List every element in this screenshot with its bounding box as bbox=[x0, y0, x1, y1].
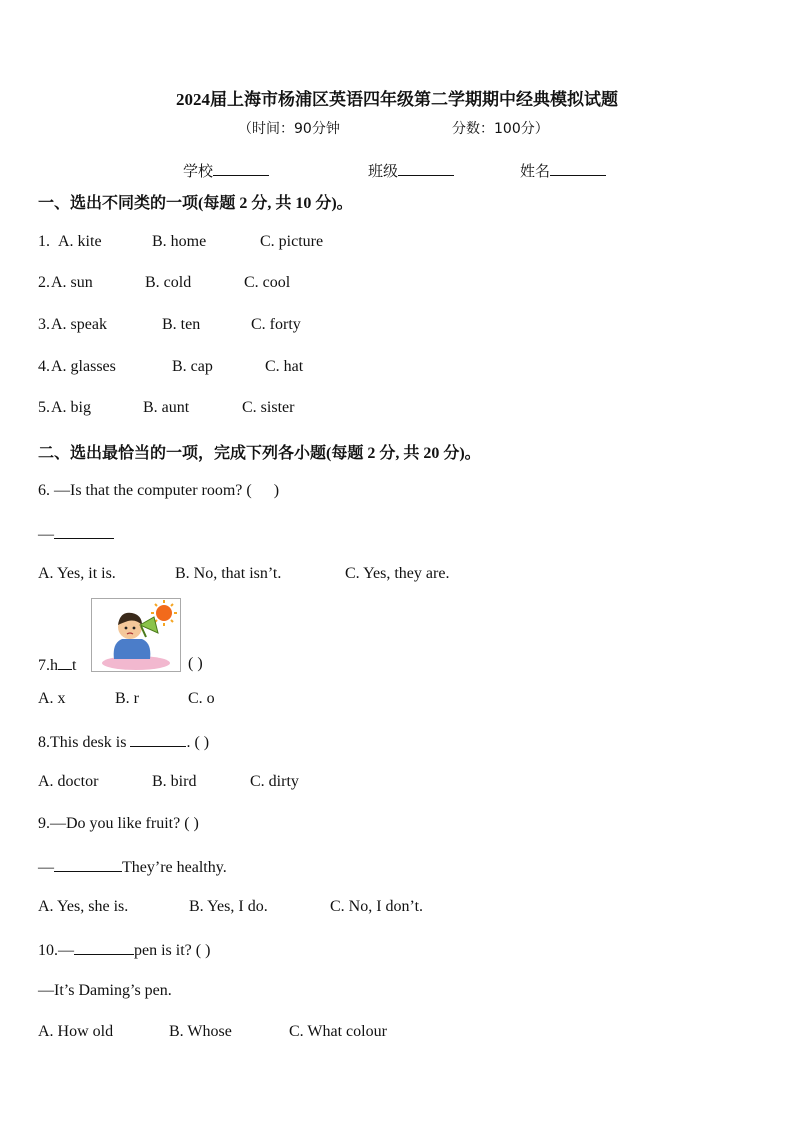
option-a[interactable]: A. big bbox=[51, 399, 91, 416]
school-blank[interactable] bbox=[213, 161, 269, 176]
class-field[interactable] bbox=[368, 160, 454, 181]
option-b[interactable]: B. r bbox=[115, 690, 139, 707]
question-6 bbox=[38, 482, 279, 500]
option-c[interactable]: C. No, I don’t. bbox=[330, 898, 424, 915]
class-blank[interactable] bbox=[398, 161, 454, 176]
question-4 bbox=[38, 358, 304, 376]
option-a[interactable]: A. doctor bbox=[38, 773, 99, 790]
question-stem-prefix: 8.This desk is bbox=[38, 734, 131, 751]
question-number: 3. bbox=[38, 316, 50, 333]
option-c[interactable]: C. forty bbox=[251, 316, 301, 333]
letter-blank[interactable] bbox=[58, 655, 72, 670]
question-stem-prefix: 7.h bbox=[38, 657, 58, 674]
question-stem-prefix: 10.— bbox=[38, 942, 74, 959]
option-c[interactable]: C. picture bbox=[260, 233, 324, 250]
option-b[interactable]: B. cold bbox=[145, 274, 192, 291]
option-a[interactable]: A. glasses bbox=[51, 358, 116, 375]
answer-blank[interactable] bbox=[74, 940, 134, 955]
option-a[interactable]: A. How old bbox=[38, 1023, 114, 1040]
question-6-reply bbox=[38, 524, 114, 544]
reply-tail: They’re healthy. bbox=[122, 859, 227, 876]
answer-blank[interactable] bbox=[54, 857, 122, 872]
question-stem-suffix: t bbox=[72, 657, 77, 674]
boy-fanning-sun-icon bbox=[92, 599, 180, 671]
option-b[interactable]: B. Yes, I do. bbox=[189, 898, 268, 915]
dash: — bbox=[38, 859, 54, 876]
question-number: 2. bbox=[38, 274, 50, 291]
question-9: 9.—Do you like fruit? ( ) bbox=[38, 815, 199, 832]
school-field[interactable] bbox=[183, 160, 269, 181]
option-a[interactable]: A. kite bbox=[58, 233, 102, 250]
option-b[interactable]: B. No, that isn’t. bbox=[175, 565, 282, 582]
question-8 bbox=[38, 732, 209, 752]
option-c[interactable]: C. dirty bbox=[250, 773, 299, 790]
section-1-heading: 一、选出不同类的一项(每题 2 分, 共 10 分)。 bbox=[38, 195, 353, 212]
option-b[interactable]: B. ten bbox=[162, 316, 201, 333]
question-number: 5. bbox=[38, 399, 50, 416]
question-2 bbox=[38, 274, 291, 292]
option-c[interactable]: C. What colour bbox=[289, 1023, 387, 1040]
option-a[interactable]: A. Yes, she is. bbox=[38, 898, 129, 915]
question-9-reply bbox=[38, 857, 227, 877]
question-stem-suffix: pen is it? ( ) bbox=[134, 942, 211, 959]
question-5 bbox=[38, 399, 295, 417]
question-7 bbox=[38, 655, 76, 675]
option-c[interactable]: C. sister bbox=[242, 399, 295, 416]
section-2-heading: 二、选出最恰当的一项，完成下列各小题(每题 2 分, 共 20 分)。 bbox=[38, 445, 481, 462]
option-a[interactable]: A. Yes, it is. bbox=[38, 565, 116, 582]
exam-time: （时间：90分钟 bbox=[238, 121, 340, 137]
option-c[interactable]: C. Yes, they are. bbox=[345, 565, 450, 582]
name-blank[interactable] bbox=[550, 161, 606, 176]
class-label: 班级 bbox=[368, 164, 399, 180]
option-b[interactable]: B. cap bbox=[172, 358, 213, 375]
question-3 bbox=[38, 316, 301, 334]
option-c[interactable]: C. cool bbox=[244, 274, 291, 291]
question-1 bbox=[38, 233, 324, 251]
name-field[interactable] bbox=[520, 160, 606, 181]
answer-blank[interactable] bbox=[130, 732, 186, 747]
hot-boy-illustration bbox=[91, 598, 181, 672]
question-stem: 6. —Is that the computer room? ( bbox=[38, 482, 252, 499]
question-number: 4. bbox=[38, 358, 50, 375]
option-b[interactable]: B. Whose bbox=[169, 1023, 232, 1040]
option-b[interactable]: B. home bbox=[152, 233, 207, 250]
option-c[interactable]: C. hat bbox=[265, 358, 304, 375]
option-a[interactable]: A. speak bbox=[51, 316, 107, 333]
option-b[interactable]: B. aunt bbox=[143, 399, 190, 416]
question-stem-suffix: . ( ) bbox=[186, 734, 210, 751]
dash: — bbox=[38, 526, 54, 543]
question-10 bbox=[38, 940, 210, 960]
school-label: 学校 bbox=[183, 164, 214, 180]
option-b[interactable]: B. bird bbox=[152, 773, 197, 790]
option-a[interactable]: A. sun bbox=[51, 274, 93, 291]
paren-close: ) bbox=[273, 482, 280, 499]
answer-blank[interactable] bbox=[54, 524, 114, 539]
question-7-paren[interactable]: ( ) bbox=[188, 655, 203, 672]
name-label: 姓名 bbox=[520, 164, 551, 180]
exam-score: 分数：100分） bbox=[452, 121, 549, 137]
option-c[interactable]: C. o bbox=[188, 690, 215, 707]
page-title: 2024届上海市杨浦区英语四年级第二学期期中经典模拟试题 bbox=[176, 90, 618, 109]
option-a[interactable]: A. x bbox=[38, 690, 66, 707]
question-10-reply: —It’s Daming’s pen. bbox=[38, 982, 172, 999]
question-number: 1. bbox=[38, 233, 50, 250]
